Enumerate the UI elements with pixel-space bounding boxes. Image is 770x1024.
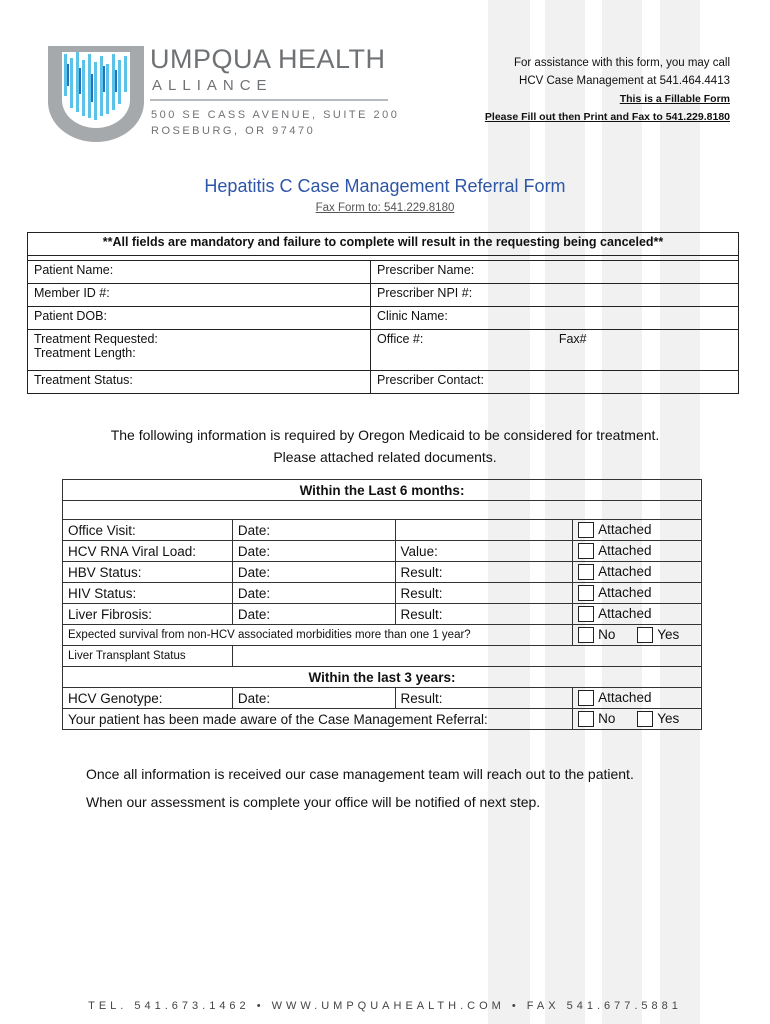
footer-contact: TEL. 541.673.1462 • WWW.UMPQUAHEALTH.COM • FAX 541.677.5881 [88,1000,682,1012]
six-months-header: Within the Last 6 months: [63,480,702,501]
requirement-text-2: Please attached related documents. [273,449,497,465]
liver-transplant-field[interactable] [232,646,701,667]
fax-field[interactable]: Fax# [558,332,587,346]
attached-label: Attached [598,605,652,621]
page-title: Hepatitis C Case Management Referral Form [204,176,566,196]
assist-line-1: For assistance with this form, you may call [513,57,730,69]
liver-fibrosis-attached[interactable] [573,604,702,625]
expected-survival-question: Expected survival from non-HCV associated morbidities more than one 1 year? [63,625,573,646]
treatment-status-field[interactable]: Treatment Status: [28,371,371,394]
hiv-attached[interactable] [573,583,702,604]
logo-divider [150,99,388,101]
yes-label: Yes [657,626,680,642]
yes-label: Yes [657,710,680,726]
prescriber-contact-field[interactable]: Prescriber Contact: [371,371,739,394]
no-label: No [598,626,616,642]
hbv-result[interactable]: Result: [395,562,573,583]
mandatory-notice: **All fields are mandatory and failure to complete will result in the requesting being canceled** [28,233,739,256]
prescriber-npi-field[interactable]: Prescriber NPI #: [371,284,739,307]
office-fax-cell[interactable] [371,330,739,371]
hcv-rna-label: HCV RNA Viral Load: [63,541,233,562]
hcv-genotype-result[interactable]: Result: [395,688,573,709]
attached-checkbox[interactable] [578,690,594,706]
hbv-attached[interactable] [573,562,702,583]
hcv-genotype-date[interactable]: Date: [232,688,395,709]
treatment-requested-field[interactable]: Treatment Requested: [34,332,158,346]
fax-instruction: Please Fill out then Print and Fax to 541.229.8180 [484,111,730,123]
hcv-rna-date[interactable]: Date: [232,541,395,562]
patient-name-field[interactable]: Patient Name: [28,261,371,284]
address-line-2: ROSEBURG, OR 97470 [151,125,316,137]
liver-fibrosis-date[interactable]: Date: [232,604,395,625]
member-id-field[interactable]: Member ID #: [28,284,371,307]
prescriber-name-field[interactable]: Prescriber Name: [371,261,739,284]
office-visit-label: Office Visit: [63,520,233,541]
hcv-genotype-label: HCV Genotype: [63,688,233,709]
spacer-row [63,501,702,520]
liver-fibrosis-result[interactable]: Result: [395,604,573,625]
closing-text-1: Once all information is received our case management team will reach out to the patient. [86,766,634,782]
hcv-rna-value[interactable]: Value: [395,541,573,562]
liver-transplant-label: Liver Transplant Status [63,646,233,667]
treatment-length-field[interactable]: Treatment Length: [34,346,136,360]
umpqua-logo-icon [44,44,148,144]
clinic-name-field[interactable]: Clinic Name: [371,307,739,330]
attached-label: Attached [598,563,652,579]
three-years-header: Within the last 3 years: [63,667,702,688]
labs-table [62,479,702,730]
attached-checkbox[interactable] [578,543,594,559]
yes-checkbox[interactable] [637,627,653,643]
no-checkbox[interactable] [578,711,594,727]
attached-label: Attached [598,584,652,600]
attached-checkbox[interactable] [578,585,594,601]
attached-checkbox[interactable] [578,522,594,538]
patient-prescriber-table [27,232,739,394]
patient-dob-field[interactable]: Patient DOB: [28,307,371,330]
expected-survival-answer[interactable] [573,625,702,646]
fax-form-to: Fax Form to: 541.229.8180 [315,202,455,214]
address-line-1: 500 SE CASS AVENUE, SUITE 200 [151,109,400,121]
liver-fibrosis-label: Liver Fibrosis: [63,604,233,625]
fillable-notice: This is a Fillable Form [619,93,730,105]
no-checkbox[interactable] [578,627,594,643]
office-field[interactable]: Office #: [377,332,424,346]
attached-checkbox[interactable] [578,564,594,580]
hiv-result[interactable]: Result: [395,583,573,604]
attached-label: Attached [598,521,652,537]
requirement-text-1: The following information is required by Oregon Medicaid to be considered for treatment. [110,427,660,443]
treatment-cell[interactable] [28,330,371,371]
org-sub: ALLIANCE [152,77,273,94]
hiv-status-label: HIV Status: [63,583,233,604]
office-visit-extra[interactable] [395,520,573,541]
org-name: UMPQUA HEALTH [150,44,386,74]
office-visit-attached[interactable] [573,520,702,541]
hcv-rna-attached[interactable] [573,541,702,562]
hbv-status-label: HBV Status: [63,562,233,583]
attached-checkbox[interactable] [578,606,594,622]
attached-label: Attached [598,689,652,705]
assist-line-2: HCV Case Management at 541.464.4413 [519,75,730,87]
hbv-date[interactable]: Date: [232,562,395,583]
assistance-block [485,54,730,126]
attached-label: Attached [598,542,652,558]
aware-answer[interactable] [573,709,702,730]
no-label: No [598,710,616,726]
hcv-genotype-attached[interactable] [573,688,702,709]
yes-checkbox[interactable] [637,711,653,727]
hiv-date[interactable]: Date: [232,583,395,604]
office-visit-date[interactable]: Date: [232,520,395,541]
closing-text-2: When our assessment is complete your office will be notified of next step. [86,794,541,810]
aware-question: Your patient has been made aware of the Case Management Referral: [63,709,573,730]
